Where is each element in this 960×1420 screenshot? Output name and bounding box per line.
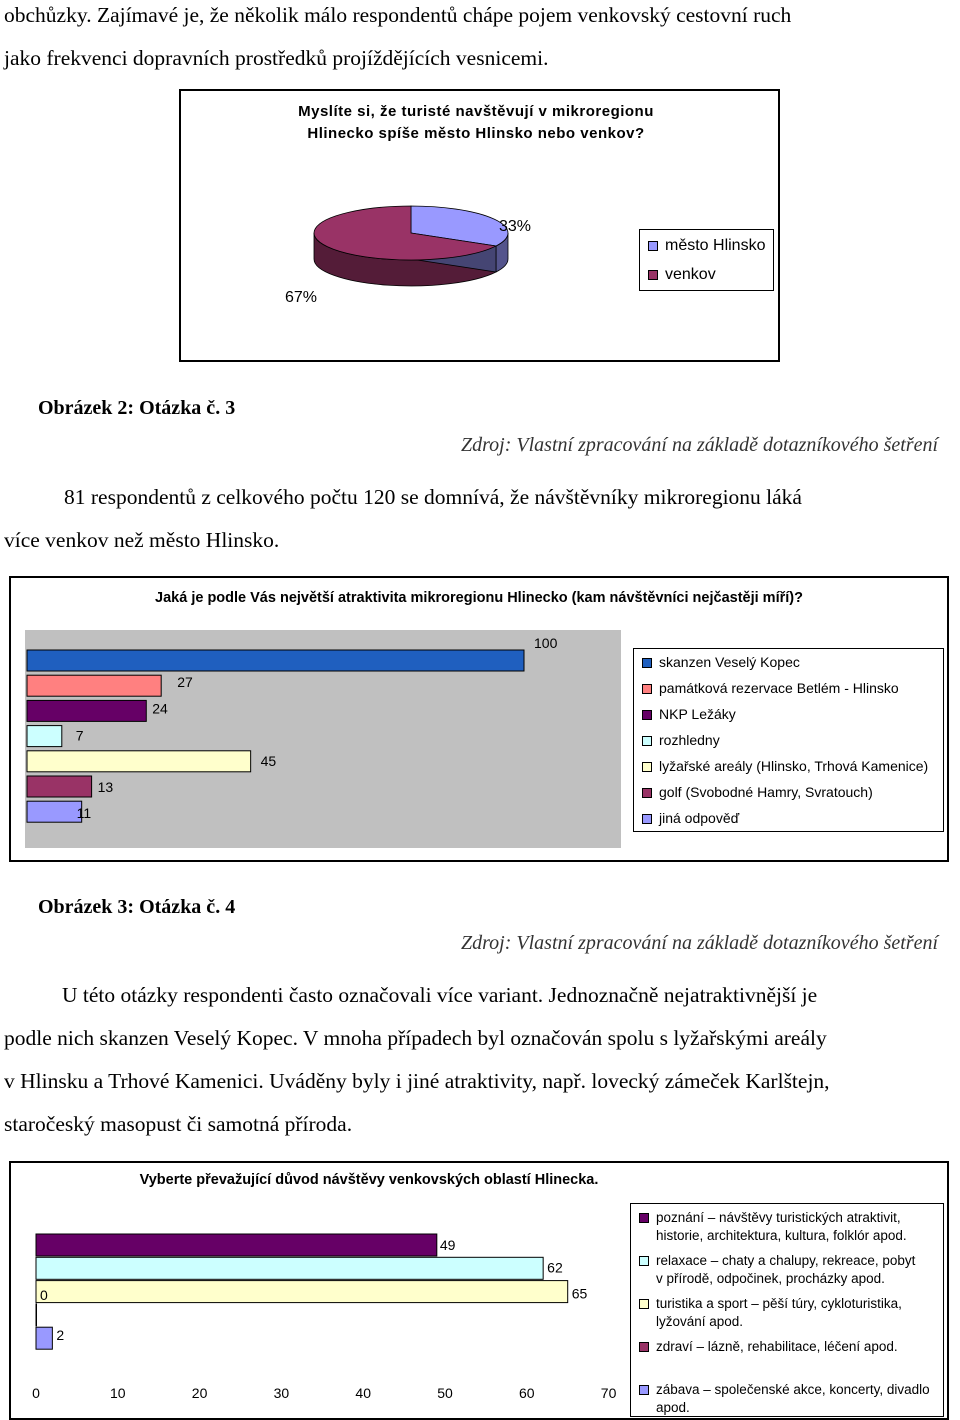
legend-label: venkov xyxy=(665,266,716,283)
bar xyxy=(36,1257,543,1279)
legend-label: rozhledny xyxy=(659,732,720,748)
legend-item-venkov xyxy=(648,266,716,284)
legend-label: zdraví – lázně, rehabilitace, léčení apod. xyxy=(656,1339,898,1354)
legend-label: jiná odpověď xyxy=(659,810,740,826)
bar xyxy=(27,726,62,747)
text-line: U této otázky respondenti často označovali více variant. Jednoznačně nejatraktivnější je xyxy=(62,983,818,1007)
legend-swatch xyxy=(639,1256,649,1266)
legend-label: relaxace – chaty a chalupy, rekreace, pobyt v přírodě, odpočinek, procházky apod. xyxy=(656,1253,916,1286)
legend-swatch xyxy=(648,270,658,280)
legend-swatch xyxy=(642,658,652,668)
bar-chart-1-title: Jaká je podle Vás největší atraktivita mikroregionu Hlinecko (kam návštěvníci nejčastěji míří)? xyxy=(155,590,803,606)
bar-chart-2-title: Vyberte převažující důvod návštěvy venkovských oblastí Hlinecka. xyxy=(139,1172,599,1188)
text-line: podle nich skanzen Veselý Kopec. V mnoha případech byl označován spolu s lyžařskými areály xyxy=(4,1026,827,1050)
bar xyxy=(27,675,161,696)
legend-swatch xyxy=(639,1299,649,1309)
pie-chart-svg xyxy=(181,91,778,360)
legend-item xyxy=(639,1252,915,1288)
bar xyxy=(27,751,251,772)
bar xyxy=(36,1281,568,1303)
bar-value-label: 11 xyxy=(76,805,92,822)
bar xyxy=(27,650,524,671)
x-tick-label: 0 xyxy=(32,1385,40,1401)
legend-item xyxy=(642,680,899,696)
bar-value-label: 24 xyxy=(152,700,168,717)
legend-swatch xyxy=(639,1213,649,1223)
legend-label: město Hlinsko xyxy=(665,237,766,254)
data-label-mesto: 33% xyxy=(499,218,532,235)
bar-value-label: 62 xyxy=(547,1259,563,1276)
text-line: obchůzky. Zajímavé je, že několik málo respondentů chápe pojem venkovský cestovní ruch xyxy=(4,3,792,27)
legend-label: skanzen Veselý Kopec xyxy=(659,654,800,670)
legend-item xyxy=(642,810,739,826)
bar xyxy=(36,1327,52,1349)
bar xyxy=(27,700,146,721)
bar-chart-2-svg xyxy=(11,1163,631,1418)
legend-swatch xyxy=(642,788,652,798)
pie-chart-title-line: Hlinecko spíše město Hlinsko nebo venkov? xyxy=(307,125,645,142)
legend-swatch xyxy=(639,1342,649,1352)
legend-label: lyžařské areály (Hlinsko, Trhová Kamenice) xyxy=(659,758,929,774)
legend-item xyxy=(642,758,928,774)
bar-value-label: 49 xyxy=(439,1237,456,1253)
legend-label: zábava – společenské akce, koncerty, divadlo apod. xyxy=(656,1382,930,1415)
legend-item xyxy=(642,706,736,722)
figure2-caption: Obrázek 2: Otázka č. 3 xyxy=(38,397,236,419)
text-line: v Hlinsku a Trhové Kamenici. Uváděny byly i jiné atraktivity, např. lovecký zámeček Karlštejn, xyxy=(4,1069,830,1093)
legend-swatch xyxy=(639,1385,649,1395)
legend-swatch xyxy=(642,736,652,746)
pie-chart-frame xyxy=(179,89,780,362)
legend-label: turistika a sport – pěší túry, cykloturistika, lyžování apod. xyxy=(656,1296,902,1329)
x-tick-label: 60 xyxy=(519,1385,535,1401)
paragraph-2 xyxy=(4,476,960,562)
text-line: jako frekvenci dopravních prostředků projíždějících vesnicemi. xyxy=(4,46,549,70)
legend-item-mesto xyxy=(648,237,765,255)
x-tick-label: 50 xyxy=(437,1385,453,1401)
legend-swatch xyxy=(642,762,652,772)
bar-value-label: 65 xyxy=(571,1285,588,1302)
figure2-source xyxy=(461,434,938,457)
x-tick-label: 30 xyxy=(273,1385,290,1401)
text-line: 81 respondentů z celkového počtu 120 se domnívá, že návštěvníky mikroregionu láká xyxy=(64,485,802,509)
figure3-source xyxy=(461,932,938,955)
bar-value-label: 7 xyxy=(75,727,84,744)
legend-swatch xyxy=(642,710,652,720)
bar-chart-frame-1 xyxy=(9,576,949,862)
text-line: staročeský masopust či samotná příroda. xyxy=(4,1112,353,1136)
legend-label: poznání – návštěvy turistických atraktivit, historie, architektura, kultura, folklór apod. xyxy=(656,1210,907,1243)
bar xyxy=(36,1304,37,1326)
legend-item xyxy=(642,732,720,748)
text-line: více venkov než město Hlinsko. xyxy=(4,528,280,552)
figure3-caption: Obrázek 3: Otázka č. 4 xyxy=(38,896,236,918)
bar-value-label: 45 xyxy=(260,752,277,769)
pie-group xyxy=(314,206,508,286)
legend-item xyxy=(639,1295,902,1331)
pie-legend xyxy=(639,229,774,291)
legend-item xyxy=(642,784,873,800)
x-tick-label: 70 xyxy=(600,1385,617,1401)
data-label-venkov: 67% xyxy=(285,289,318,306)
legend-item xyxy=(639,1209,907,1245)
bar-chart-1-svg xyxy=(11,578,631,860)
source-text: Zdroj: Vlastní zpracování na základě dotazníkového šetření xyxy=(461,434,938,456)
x-tick-label: 10 xyxy=(110,1385,126,1401)
bar xyxy=(27,776,92,797)
bar-chart-1-legend xyxy=(633,648,944,832)
legend-item xyxy=(639,1381,930,1417)
bar-value-label: 27 xyxy=(177,674,193,691)
legend-swatch xyxy=(642,814,652,824)
legend-label: golf (Svobodné Hamry, Svratouch) xyxy=(659,784,873,800)
bar-value-label: 0 xyxy=(40,1286,48,1303)
legend-swatch xyxy=(642,684,652,694)
intro-paragraph xyxy=(4,0,960,80)
paragraph-3 xyxy=(4,974,960,1146)
bar-chart-frame-2 xyxy=(9,1161,949,1420)
bar xyxy=(27,801,82,822)
bar xyxy=(36,1234,437,1256)
legend-item xyxy=(642,654,800,670)
x-tick-label: 40 xyxy=(355,1385,371,1401)
legend-item xyxy=(639,1338,898,1356)
source-text: Zdroj: Vlastní zpracování na základě dotazníkového šetření xyxy=(461,932,938,954)
pie-chart-title-line: Myslíte si, že turisté navštěvují v mikroregionu xyxy=(298,103,654,120)
x-tick-label: 20 xyxy=(191,1385,208,1401)
bar-value-label: 13 xyxy=(97,779,114,795)
bar-chart-2-legend xyxy=(630,1203,944,1417)
legend-label: NKP Ležáky xyxy=(659,706,736,722)
legend-label: památková rezervace Betlém - Hlinsko xyxy=(659,680,899,696)
bar-value-label: 100 xyxy=(534,635,558,651)
bar-value-label: 2 xyxy=(56,1327,65,1344)
legend-swatch xyxy=(648,241,658,251)
